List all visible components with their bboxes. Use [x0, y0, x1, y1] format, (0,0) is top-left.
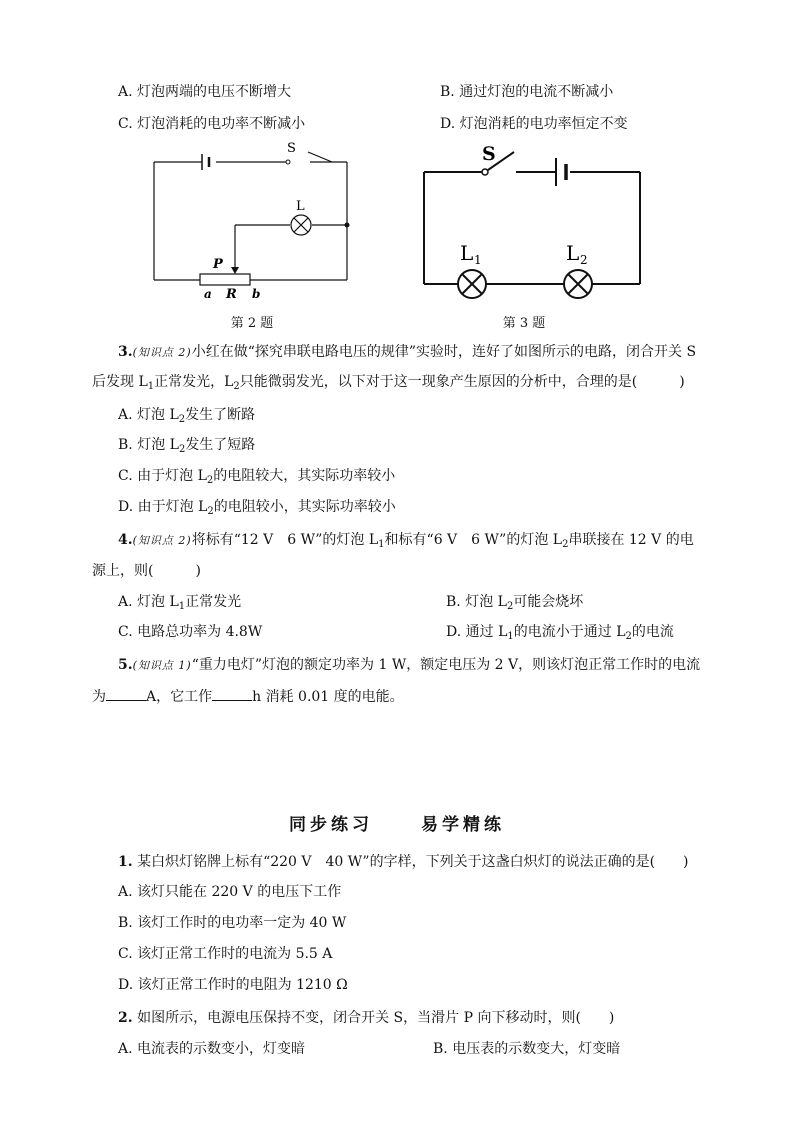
s2-option-b[interactable]: B. 电压表的示数变大，灯变暗: [433, 1041, 621, 1057]
section-title-left: 同步练习: [289, 815, 373, 835]
q3-stem-text2b: 正常发光，L: [154, 374, 234, 390]
q4-option-d[interactable]: [446, 622, 674, 647]
q3-stem-text1: 小红在做“探究串联电路电压的规律”实验时，连好了如图所示的电路，闭合开关 S: [191, 344, 697, 360]
q3-option-d-text2: 的电阻较小，其实际功率较小: [213, 499, 396, 515]
fig3-lamp1-label: L: [460, 241, 474, 265]
q4-option-d-text-b: 的电流小于通过 L: [513, 624, 626, 640]
s1-stem: [118, 852, 689, 872]
q3-stem-line2: [92, 372, 685, 397]
q5-blank-time[interactable]: [212, 686, 252, 701]
section-title-right: 易学精练: [421, 815, 505, 835]
q3-option-b-text: B. 灯泡 L: [118, 437, 179, 453]
q2-option-b[interactable]: B. 通过灯泡的电流不断减小: [440, 84, 614, 100]
q4-option-a-sub: 1: [178, 601, 186, 612]
fig3-lamp2-label: L: [566, 241, 580, 265]
q4-option-b-text2: 可能会烧坏: [513, 594, 584, 610]
q4-option-d-sub2: 2: [625, 631, 632, 642]
q4-stem-line1: [118, 530, 694, 555]
q4-stem-line2: 源上，则( ): [92, 563, 201, 579]
q4-option-c[interactable]: C. 电路总功率为 4.8W: [118, 624, 263, 640]
q5-text2a: 为: [92, 689, 106, 705]
q4-stem-text1c: 串联接在 12 V 的电: [568, 532, 694, 548]
q4-knowledge-tag: (知识点 2): [132, 534, 192, 547]
q3-option-c[interactable]: [118, 466, 395, 491]
q5-text2b: A，它工作: [146, 689, 213, 705]
fig2-resistor-label: R: [226, 287, 237, 302]
q4-option-b-sub: 2: [506, 601, 514, 612]
q3-option-c-sub: 2: [206, 475, 214, 486]
q3-knowledge-tag: (知识点 2): [132, 346, 192, 359]
q4-option-a[interactable]: [118, 592, 241, 617]
q5-number: 5.: [118, 657, 133, 673]
q2-option-a[interactable]: A. 灯泡两端的电压不断增大: [118, 84, 292, 100]
s1-option-b[interactable]: B. 该灯工作时的电功率一定为 40 W: [118, 915, 347, 931]
q4-stem-text1a: 将标有“12 V 6 W”的灯泡 L: [191, 532, 379, 548]
q3-stem-text2a: 后发现 L: [92, 374, 148, 390]
section-title: [0, 810, 794, 835]
q4-option-a-text: A. 灯泡 L: [118, 594, 179, 610]
q3-stem-text2c: 只能微弱发光，以下对于这一现象产生原因的分析中，合理的是( ): [239, 374, 685, 390]
q3-option-a-sub: 2: [178, 414, 186, 425]
q3-sub2: 2: [233, 381, 240, 392]
q3-option-c-text: C. 由于灯泡 L: [118, 468, 207, 484]
q3-stem-line1: [118, 342, 696, 363]
s1-number: 1.: [118, 854, 133, 870]
fig2-slider-label: P: [213, 257, 223, 272]
figure-2-circuit: [140, 140, 370, 305]
q5-stem-text1: “重力电灯”灯泡的额定功率为 1 W，额定电压为 2 V，则该灯泡正常工作时的电流: [191, 657, 701, 673]
q4-option-b[interactable]: [446, 592, 583, 617]
q3-option-b-sub: 2: [178, 444, 186, 455]
q3-option-b-text2: 发生了短路: [185, 437, 256, 453]
figure-3-circuit: [410, 138, 650, 303]
q4-option-b-text: B. 灯泡 L: [446, 594, 507, 610]
s2-number: 2.: [118, 1010, 133, 1026]
fig3-lamp1-subscript: 1: [474, 253, 482, 267]
s1-stem-text: 某白炽灯铭牌上标有“220 V 40 W”的字样，下列关于这盏白炽灯的说法正确的是( ): [137, 854, 689, 870]
fig2-end-b-label: b: [252, 287, 261, 301]
q4-option-d-text-c: 的电流: [631, 624, 674, 640]
fig3-lamp2-subscript: 2: [580, 253, 588, 267]
q4-sub1: 1: [378, 539, 385, 550]
s1-option-a[interactable]: A. 该灯只能在 220 V 的电压下工作: [118, 884, 342, 900]
q4-option-d-sub1: 1: [507, 631, 514, 642]
q3-option-a-text2: 发生了断路: [185, 407, 256, 423]
q5-blank-current[interactable]: [106, 686, 146, 701]
q3-option-d-text: D. 由于灯泡 L: [118, 499, 208, 515]
fig3-caption: 第 3 题: [502, 316, 546, 331]
s1-option-d[interactable]: D. 该灯正常工作时的电阻为 1210 Ω: [118, 977, 348, 993]
s1-option-c[interactable]: C. 该灯正常工作时的电流为 5.5 A: [118, 946, 333, 962]
q5-knowledge-tag: (知识点 1): [132, 659, 192, 672]
fig2-lamp-label: L: [296, 199, 305, 214]
q4-option-a-text2: 正常发光: [185, 594, 242, 610]
fig3-switch-label: S: [482, 143, 496, 165]
q4-sub2: 2: [562, 539, 569, 550]
q5-stem-line2: [92, 686, 404, 707]
q3-number: 3.: [118, 344, 133, 360]
q4-stem-text1b: 和标有“6 V 6 W”的灯泡 L: [384, 532, 563, 548]
q4-option-d-text-a: D. 通过 L: [446, 624, 508, 640]
q3-option-d-sub: 2: [207, 506, 214, 517]
fig2-switch-label: S: [287, 141, 296, 156]
q3-option-a-text: A. 灯泡 L: [118, 407, 179, 423]
s2-stem-text: 如图所示，电源电压保持不变，闭合开关 S，当滑片 P 向下移动时，则( ): [137, 1010, 615, 1026]
q3-option-a[interactable]: [118, 405, 255, 430]
q3-option-b[interactable]: [118, 435, 255, 460]
q5-stem-line1: [118, 655, 700, 676]
fig2-end-a-label: a: [204, 287, 212, 301]
fig2-caption: 第 2 题: [230, 316, 274, 331]
s2-option-a[interactable]: A. 电流表的示数变小，灯变暗: [118, 1041, 306, 1057]
q3-option-c-text2: 的电阻较大，其实际功率较小: [213, 468, 396, 484]
q2-option-d[interactable]: D. 灯泡消耗的电功率恒定不变: [440, 116, 628, 132]
q2-option-c[interactable]: C. 灯泡消耗的电功率不断减小: [118, 116, 306, 132]
s2-stem: [118, 1008, 614, 1028]
q4-number: 4.: [118, 532, 133, 548]
q5-text2c: h 消耗 0.01 度的电能。: [252, 689, 404, 705]
q3-option-d[interactable]: [118, 497, 396, 522]
q3-sub1: 1: [147, 381, 155, 392]
